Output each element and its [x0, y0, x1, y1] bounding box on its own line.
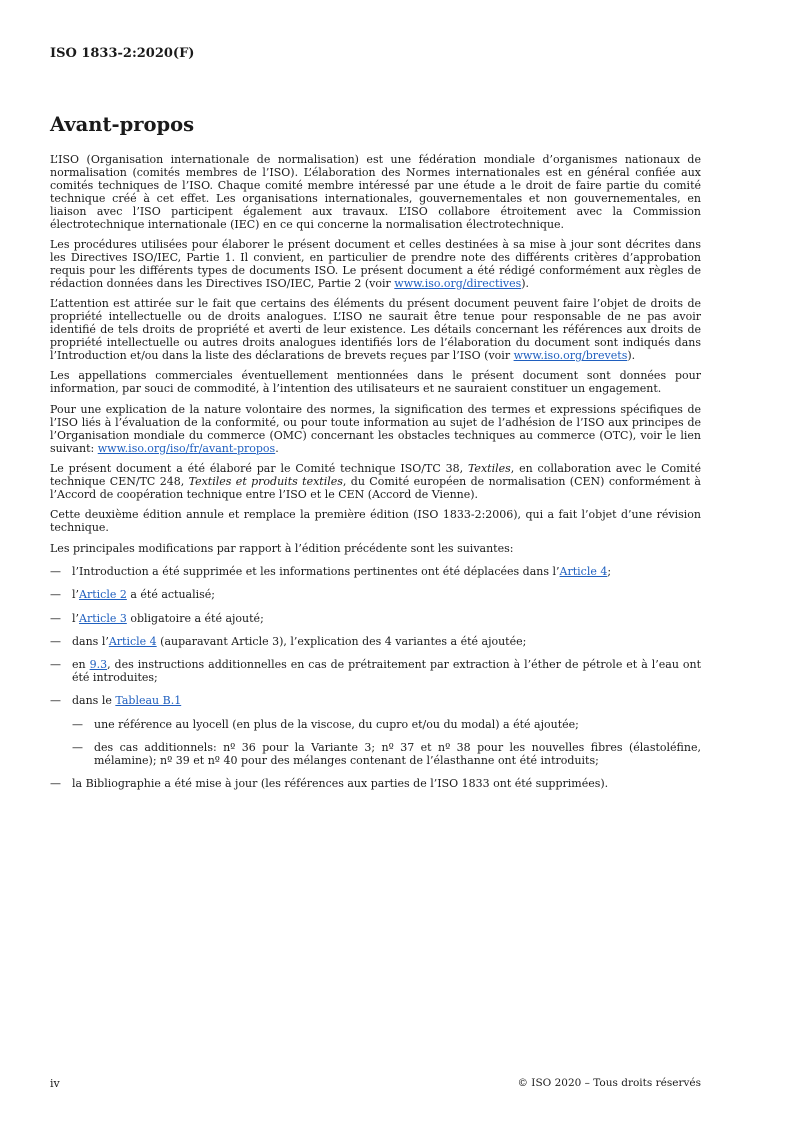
- clause-9-3-link[interactable]: 9.3: [89, 658, 108, 672]
- tableau-b1-link[interactable]: Tableau B.1: [115, 694, 182, 708]
- paragraph: Les principales modifications par rapport à l’édition précédente sont les suivantes:: [50, 541, 514, 555]
- sub-list-item: — des cas additionnels: nº 36 pour la Variante 3; nº 37 et nº 38 pour les nouvelles fibres (élastoléfine, mélamine); nº 39 et nº 40 pour des mélanges contenant de l’élasthanne ont été introduits;: [72, 742, 701, 768]
- copyright-notice: © ISO 2020 – Tous droits réservés: [517, 1077, 701, 1089]
- list-item: — en 9.3, des instructions additionnelles en cas de prétraitement par extraction à l’éther de pétrole et à l’eau ont été introduites;: [50, 659, 701, 685]
- directives-link[interactable]: www.iso.org/directives: [394, 276, 522, 290]
- article-4-link[interactable]: Article 4: [108, 634, 157, 648]
- list-item: — l’Article 2 a été actualisé;: [50, 589, 701, 602]
- article-4-link[interactable]: Article 4: [559, 565, 608, 579]
- page-title: Avant-propos: [50, 113, 195, 136]
- paragraph: Le présent document a été élaboré par le Comité technique ISO/TC 38, Textiles, en collaboration avec le Comité technique CEN/TC 248, Textiles et produits textiles, du Comité européen de normalisation (CEN) conformément à l’Accord de coopération technique entre l’ISO et le CEN (Accord de Vienne).: [50, 462, 702, 501]
- paragraph: Pour une explication de la nature volontaire des normes, la signification des termes et expressions spécifiques de l’ISO liés à l’évaluation de la conformité, ou pour toute information au sujet de l’adhésion de l’ISO aux principes de l’Organisation mondiale du commerce (OMC) concernant les obstacles techniques au commerce (OTC), voir le lien suivant: www.iso.org/iso/fr/avant-propos.: [50, 402, 701, 455]
- document-header: ISO 1833-2:2020(F): [50, 46, 195, 61]
- paragraph: Les procédures utilisées pour élaborer le présent document et celles destinées à sa mise à jour sont décrites dans les Directives ISO/IEC, Partie 1. Il convient, en particulier de prendre note des différents critères d’approbation requis pour les différents types de documents ISO. Le présent document a été rédigé conformément aux règles de rédaction données dans les Directives ISO/IEC, Partie 2 (voir www.iso.org/directives).: [50, 238, 701, 290]
- list-item: — la Bibliographie a été mise à jour (les références aux parties de l’ISO 1833 ont été supprimées).: [50, 778, 701, 791]
- paragraph: L’attention est attirée sur le fait que certains des éléments du présent document peuvent faire l’objet de droits de propriété intellectuelle ou de droits analogues. L’ISO ne saurait être tenue pour responsable de ne pas avoir identifié de tels droits de propriété et averti de leur existence. Les détails concernant les références aux droits de propriété intellectuelle ou autres droits analogues identifiés lors de l’élaboration du document sont indiqués dans l’Introduction et/ou dans la liste des déclarations de brevets reçues par l’ISO (voir www.iso.org/brevets).: [50, 297, 701, 362]
- avant-propos-link[interactable]: www.iso.org/iso/fr/avant-propos: [97, 441, 276, 455]
- page-number: iv: [50, 1077, 60, 1090]
- list-item: — dans l’Article 4 (auparavant Article 3), l’explication des 4 variantes a été ajoutée;: [50, 636, 701, 649]
- paragraph: Cette deuxième édition annule et remplace la première édition (ISO 1833-2:2006), qui a fait l’objet d’une révision technique.: [50, 508, 701, 535]
- list-item: — l’Article 3 obligatoire a été ajouté;: [50, 613, 701, 626]
- brevets-link[interactable]: www.iso.org/brevets: [513, 348, 628, 362]
- list-item: — l’Introduction a été supprimée et les informations pertinentes ont été déplacées dans l’Article 4;: [50, 566, 701, 579]
- sub-list-item: — une référence au lyocell (en plus de la viscose, du cupro et/ou du modal) a été ajoutée;: [72, 719, 701, 732]
- paragraph: Les appellations commerciales éventuellement mentionnées dans le présent document sont données pour information, par souci de commodité, à l’intention des utilisateurs et ne sauraient constituer un engagement.: [50, 369, 701, 396]
- article-3-link[interactable]: Article 3: [79, 611, 127, 625]
- list-item: — dans le Tableau B.1: [50, 695, 701, 708]
- paragraph: L’ISO (Organisation internationale de normalisation) est une fédération mondiale d’organismes nationaux de normalisation (comités membres de l’ISO). L’élaboration des Normes internationales est en général confiée aux comités techniques de l’ISO. Chaque comité membre intéressé par une étude a le droit de faire partie du comité technique créé à cet effet. Les organisations internationales, gouvernementales et non gouvernementales, en liaison avec l’ISO participent également aux travaux. L’ISO collabore étroitement avec la Commission électrotechnique internationale (IEC) en ce qui concerne la normalisation électrotechnique.: [50, 153, 701, 231]
- article-2-link[interactable]: Article 2: [79, 588, 127, 602]
- foreword-body: [50, 154, 701, 802]
